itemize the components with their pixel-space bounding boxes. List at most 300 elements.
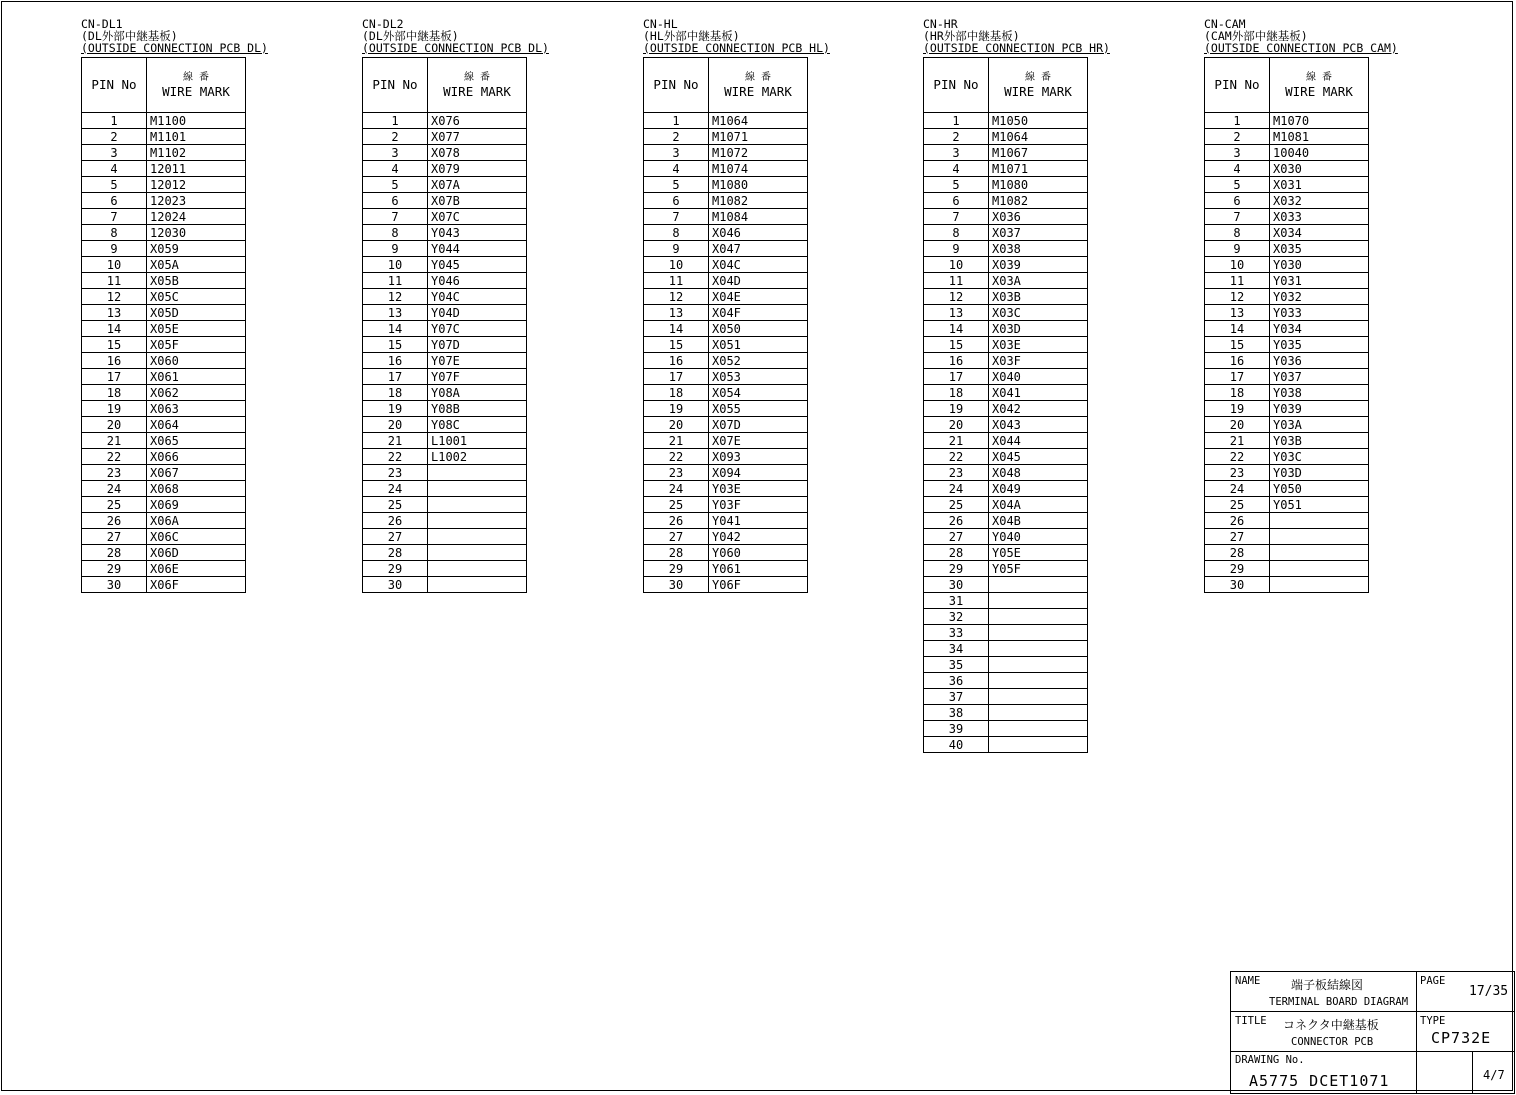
- pin-number: 1: [363, 113, 428, 129]
- wire-mark: 12024: [147, 209, 246, 225]
- pin-number: 1: [1205, 113, 1270, 129]
- table-row: [363, 513, 527, 529]
- wire-mark: X053: [709, 369, 808, 385]
- wire-mark: [428, 465, 527, 481]
- wire-mark: X03D: [989, 321, 1088, 337]
- table-row: [1205, 273, 1369, 289]
- wire-mark: Y043: [428, 225, 527, 241]
- table-row: [1205, 369, 1369, 385]
- wire-mark: X03F: [989, 353, 1088, 369]
- wire-header-jp: 線 番: [463, 72, 491, 83]
- type-cell: [1417, 1012, 1515, 1052]
- wire-mark: X060: [147, 353, 246, 369]
- pin-number: 3: [82, 145, 147, 161]
- wire-mark: X038: [989, 241, 1088, 257]
- pin-number: 11: [363, 273, 428, 289]
- wire-mark: X033: [1270, 209, 1369, 225]
- wire-mark: M1101: [147, 129, 246, 145]
- table-row: [924, 609, 1088, 625]
- pin-number: 19: [924, 401, 989, 417]
- pin-number: 23: [1205, 465, 1270, 481]
- wire-mark: X06C: [147, 529, 246, 545]
- table-row: [363, 273, 527, 289]
- table-row: [924, 241, 1088, 257]
- table-row: [924, 369, 1088, 385]
- table-row: [1205, 241, 1369, 257]
- pin-number: 23: [82, 465, 147, 481]
- pin-number: 17: [644, 369, 709, 385]
- pin-number: 16: [644, 353, 709, 369]
- connector-header: [1204, 18, 1398, 54]
- pin-number: 27: [82, 529, 147, 545]
- wire-mark: M1082: [989, 193, 1088, 209]
- table-row: [82, 465, 246, 481]
- table-row: [924, 225, 1088, 241]
- wire-mark: [1270, 561, 1369, 577]
- pin-number: 27: [363, 529, 428, 545]
- table-row: [82, 321, 246, 337]
- pin-number: 26: [924, 513, 989, 529]
- table-row: [1205, 161, 1369, 177]
- pin-number: 6: [82, 193, 147, 209]
- wire-mark: Y041: [709, 513, 808, 529]
- pin-number: 10: [363, 257, 428, 273]
- drawing-number: A5775 DCET1071: [1249, 1072, 1390, 1090]
- pin-number: 34: [924, 641, 989, 657]
- pin-number: 25: [924, 497, 989, 513]
- wire-mark: L1002: [428, 449, 527, 465]
- table-row: [924, 545, 1088, 561]
- pin-number: 2: [924, 129, 989, 145]
- pin-header: PIN No: [1205, 58, 1270, 113]
- type-label: TYPE: [1420, 1015, 1446, 1027]
- wire-mark: [428, 513, 527, 529]
- wire-mark: [989, 689, 1088, 705]
- wire-mark: X054: [709, 385, 808, 401]
- table-row: [1205, 561, 1369, 577]
- pin-number: 4: [924, 161, 989, 177]
- pin-number: 7: [363, 209, 428, 225]
- name-en: TERMINAL BOARD DIAGRAM: [1269, 996, 1409, 1008]
- wire-mark: X067: [147, 465, 246, 481]
- wire-mark: X06D: [147, 545, 246, 561]
- wire-mark: X069: [147, 497, 246, 513]
- connector-header: [362, 18, 549, 54]
- wire-mark: Y08A: [428, 385, 527, 401]
- wire-header-jp: 線 番: [1024, 72, 1052, 83]
- wire-mark: Y08C: [428, 417, 527, 433]
- pin-number: 28: [644, 545, 709, 561]
- wire-mark: 12023: [147, 193, 246, 209]
- table-row: [1205, 465, 1369, 481]
- pin-number: 20: [82, 417, 147, 433]
- pin-number: 28: [1205, 545, 1270, 561]
- pin-number: 14: [644, 321, 709, 337]
- table-row: [82, 337, 246, 353]
- pin-number: 18: [1205, 385, 1270, 401]
- pin-number: 21: [82, 433, 147, 449]
- wire-mark: Y035: [1270, 337, 1369, 353]
- wire-header-en: WIRE MARK: [162, 84, 230, 99]
- wire-mark: [1270, 545, 1369, 561]
- pin-number: 10: [1205, 257, 1270, 273]
- table-row: [1205, 129, 1369, 145]
- pin-number: 13: [82, 305, 147, 321]
- table-row: [644, 129, 808, 145]
- wire-mark: X077: [428, 129, 527, 145]
- table-row: [924, 577, 1088, 593]
- pin-number: 24: [644, 481, 709, 497]
- table-row: [363, 113, 527, 129]
- pin-number: 5: [644, 177, 709, 193]
- pin-number: 30: [644, 577, 709, 593]
- wire-mark: Y051: [1270, 497, 1369, 513]
- wire-header-jp: 線 番: [1305, 72, 1333, 83]
- wire-header-en: WIRE MARK: [1004, 84, 1072, 99]
- table-row: [363, 145, 527, 161]
- table-row: [363, 385, 527, 401]
- table-row: [924, 529, 1088, 545]
- pin-number: 28: [82, 545, 147, 561]
- wire-mark: X030: [1270, 161, 1369, 177]
- type-value: CP732E: [1431, 1029, 1492, 1047]
- pin-number: 14: [82, 321, 147, 337]
- wire-mark: X032: [1270, 193, 1369, 209]
- wire-mark: Y034: [1270, 321, 1369, 337]
- wire-mark: Y045: [428, 257, 527, 273]
- pin-number: 30: [1205, 577, 1270, 593]
- pin-number: 28: [924, 545, 989, 561]
- table-row: [924, 417, 1088, 433]
- pin-number: 13: [644, 305, 709, 321]
- pin-number: 8: [1205, 225, 1270, 241]
- wire-mark: [1270, 529, 1369, 545]
- wire-mark: M1074: [709, 161, 808, 177]
- pin-number: 21: [644, 433, 709, 449]
- pin-number: 29: [82, 561, 147, 577]
- wire-header-en: WIRE MARK: [724, 84, 792, 99]
- table-row: [924, 641, 1088, 657]
- table-row: [1205, 433, 1369, 449]
- pin-number: 17: [363, 369, 428, 385]
- pin-number: 35: [924, 657, 989, 673]
- pin-number: 22: [363, 449, 428, 465]
- table-row: [1205, 529, 1369, 545]
- wire-mark: [428, 545, 527, 561]
- pin-number: 10: [644, 257, 709, 273]
- pin-table: [362, 57, 527, 593]
- table-row: [924, 449, 1088, 465]
- pin-number: 2: [1205, 129, 1270, 145]
- table-row: [82, 401, 246, 417]
- connector-block: [923, 18, 1110, 753]
- table-row: [1205, 113, 1369, 129]
- connector-jp-name: (CAM外部中継基板): [1204, 29, 1308, 43]
- table-row: [924, 177, 1088, 193]
- connector-header: [643, 18, 830, 54]
- table-row: [82, 113, 246, 129]
- pin-number: 22: [1205, 449, 1270, 465]
- pin-number: 21: [363, 433, 428, 449]
- wire-mark: X078: [428, 145, 527, 161]
- table-row: [363, 529, 527, 545]
- table-row: [644, 449, 808, 465]
- table-row: [82, 257, 246, 273]
- pin-number: 30: [363, 577, 428, 593]
- table-row: [924, 657, 1088, 673]
- pin-number: 29: [363, 561, 428, 577]
- table-row: [82, 145, 246, 161]
- wire-mark: X046: [709, 225, 808, 241]
- wire-mark: Y04C: [428, 289, 527, 305]
- wire-mark: X066: [147, 449, 246, 465]
- table-row: [82, 449, 246, 465]
- wire-mark: Y037: [1270, 369, 1369, 385]
- drawing-label: DRAWING No.: [1235, 1054, 1305, 1066]
- table-row: [644, 497, 808, 513]
- table-row: [644, 113, 808, 129]
- pin-number: 15: [363, 337, 428, 353]
- pin-number: 20: [1205, 417, 1270, 433]
- wire-header-en: WIRE MARK: [443, 84, 511, 99]
- pin-number: 33: [924, 625, 989, 641]
- wire-header-jp: 線 番: [182, 72, 210, 83]
- pin-number: 7: [644, 209, 709, 225]
- pin-number: 3: [363, 145, 428, 161]
- table-row: [1205, 545, 1369, 561]
- wire-mark: X045: [989, 449, 1088, 465]
- table-row: [82, 305, 246, 321]
- table-row: [644, 401, 808, 417]
- wire-mark: M1084: [709, 209, 808, 225]
- table-row: [924, 705, 1088, 721]
- connector-en-name: (OUTSIDE CONNECTION PCB DL): [81, 41, 268, 55]
- wire-mark: Y03A: [1270, 417, 1369, 433]
- wire-mark: 12030: [147, 225, 246, 241]
- table-row: [82, 177, 246, 193]
- table-row: [363, 497, 527, 513]
- table-row: [1205, 417, 1369, 433]
- table-row: [82, 273, 246, 289]
- wire-mark: X05B: [147, 273, 246, 289]
- pin-number: 23: [644, 465, 709, 481]
- wire-mark: [989, 625, 1088, 641]
- pin-number: 27: [644, 529, 709, 545]
- wire-header: [989, 58, 1088, 113]
- pin-number: 26: [82, 513, 147, 529]
- page-cell: [1417, 972, 1515, 1012]
- wire-mark: X06E: [147, 561, 246, 577]
- pin-number: 40: [924, 737, 989, 753]
- pin-number: 20: [363, 417, 428, 433]
- table-row: [363, 257, 527, 273]
- title-en: CONNECTOR PCB: [1291, 1036, 1374, 1048]
- pin-number: 14: [924, 321, 989, 337]
- table-row: [644, 481, 808, 497]
- pin-number: 16: [363, 353, 428, 369]
- table-row: [924, 737, 1088, 753]
- table-row: [82, 129, 246, 145]
- pin-number: 10: [924, 257, 989, 273]
- table-row: [924, 593, 1088, 609]
- wire-mark: X034: [1270, 225, 1369, 241]
- connector-en-name: (OUTSIDE CONNECTION PCB CAM): [1204, 41, 1398, 55]
- pin-number: 26: [644, 513, 709, 529]
- wire-mark: X03B: [989, 289, 1088, 305]
- wire-mark: M1050: [989, 113, 1088, 129]
- table-row: [1205, 513, 1369, 529]
- table-row: [1205, 353, 1369, 369]
- table-row: [82, 497, 246, 513]
- wire-mark: [1270, 577, 1369, 593]
- wire-mark: [989, 593, 1088, 609]
- table-row: [924, 497, 1088, 513]
- pin-number: 31: [924, 593, 989, 609]
- wire-mark: Y08B: [428, 401, 527, 417]
- table-row: [644, 433, 808, 449]
- table-row: [924, 385, 1088, 401]
- wire-mark: X035: [1270, 241, 1369, 257]
- wire-mark: M1064: [989, 129, 1088, 145]
- pin-number: 7: [1205, 209, 1270, 225]
- pin-number: 15: [644, 337, 709, 353]
- table-row: [924, 145, 1088, 161]
- wire-mark: X05E: [147, 321, 246, 337]
- wire-mark: M1081: [1270, 129, 1369, 145]
- pin-number: 23: [924, 465, 989, 481]
- pin-number: 38: [924, 705, 989, 721]
- table-row: [924, 273, 1088, 289]
- pin-number: 3: [644, 145, 709, 161]
- name-jp: 端子板結線図: [1291, 978, 1364, 992]
- wire-mark: L1001: [428, 433, 527, 449]
- pin-number: 29: [1205, 561, 1270, 577]
- wire-mark: X04D: [709, 273, 808, 289]
- table-row: [1205, 577, 1369, 593]
- table-row: [82, 561, 246, 577]
- pin-number: 22: [924, 449, 989, 465]
- pin-number: 10: [82, 257, 147, 273]
- table-row: [363, 337, 527, 353]
- table-row: [644, 289, 808, 305]
- wire-mark: Y04D: [428, 305, 527, 321]
- table-row: [924, 353, 1088, 369]
- table-row: [363, 209, 527, 225]
- wire-mark: X04B: [989, 513, 1088, 529]
- connector-en-name: (OUTSIDE CONNECTION PCB DL): [362, 41, 549, 55]
- pin-number: 24: [1205, 481, 1270, 497]
- pin-table: [643, 57, 808, 593]
- table-row: [363, 481, 527, 497]
- table-row: [82, 481, 246, 497]
- table-row: [363, 369, 527, 385]
- pin-number: 18: [82, 385, 147, 401]
- wire-header: [147, 58, 246, 113]
- wire-mark: [989, 609, 1088, 625]
- wire-mark: Y031: [1270, 273, 1369, 289]
- wire-mark: X049: [989, 481, 1088, 497]
- connector-block: [643, 18, 830, 593]
- wire-mark: M1067: [989, 145, 1088, 161]
- drawing-cell: [1231, 1052, 1417, 1094]
- wire-mark: X07A: [428, 177, 527, 193]
- pin-number: 24: [924, 481, 989, 497]
- table-row: [82, 433, 246, 449]
- table-row: [924, 289, 1088, 305]
- table-row: [363, 433, 527, 449]
- table-row: [644, 209, 808, 225]
- table-row: [82, 225, 246, 241]
- pin-number: 30: [924, 577, 989, 593]
- wire-mark: Y03D: [1270, 465, 1369, 481]
- table-row: [924, 113, 1088, 129]
- wire-mark: [989, 721, 1088, 737]
- table-row: [82, 369, 246, 385]
- table-row: [82, 385, 246, 401]
- pin-number: 13: [924, 305, 989, 321]
- table-row: [924, 433, 1088, 449]
- table-row: [644, 161, 808, 177]
- wire-mark: Y03E: [709, 481, 808, 497]
- wire-mark: X062: [147, 385, 246, 401]
- pin-number: 8: [82, 225, 147, 241]
- table-row: [363, 465, 527, 481]
- wire-mark: X03C: [989, 305, 1088, 321]
- wire-header-jp: 線 番: [744, 72, 772, 83]
- pin-number: 11: [644, 273, 709, 289]
- pin-number: 26: [1205, 513, 1270, 529]
- table-row: [924, 513, 1088, 529]
- pin-number: 23: [363, 465, 428, 481]
- wire-mark: [428, 577, 527, 593]
- connector-header: [81, 18, 268, 54]
- pin-number: 32: [924, 609, 989, 625]
- wire-mark: X07B: [428, 193, 527, 209]
- wire-mark: Y050: [1270, 481, 1369, 497]
- connector-jp-name: (DL外部中継基板): [81, 29, 178, 43]
- pin-number: 24: [82, 481, 147, 497]
- pin-header: PIN No: [82, 58, 147, 113]
- table-row: [1205, 177, 1369, 193]
- table-row: [1205, 225, 1369, 241]
- table-row: [82, 353, 246, 369]
- pin-number: 8: [644, 225, 709, 241]
- pin-number: 13: [1205, 305, 1270, 321]
- pin-number: 14: [363, 321, 428, 337]
- wire-mark: M1080: [989, 177, 1088, 193]
- pin-number: 13: [363, 305, 428, 321]
- wire-mark: Y032: [1270, 289, 1369, 305]
- connector-code: CN-DL1: [81, 17, 123, 31]
- table-row: [1205, 401, 1369, 417]
- pin-number: 18: [363, 385, 428, 401]
- page-number: 17/35: [1469, 984, 1509, 999]
- table-row: [924, 561, 1088, 577]
- table-row: [644, 241, 808, 257]
- table-row: [644, 321, 808, 337]
- wire-mark: X03E: [989, 337, 1088, 353]
- table-row: [924, 401, 1088, 417]
- wire-mark: [989, 705, 1088, 721]
- wire-mark: X050: [709, 321, 808, 337]
- pin-number: 1: [82, 113, 147, 129]
- wire-mark: X07E: [709, 433, 808, 449]
- pin-number: 15: [1205, 337, 1270, 353]
- wire-mark: [1270, 513, 1369, 529]
- table-row: [363, 289, 527, 305]
- wire-mark: X044: [989, 433, 1088, 449]
- pin-number: 5: [1205, 177, 1270, 193]
